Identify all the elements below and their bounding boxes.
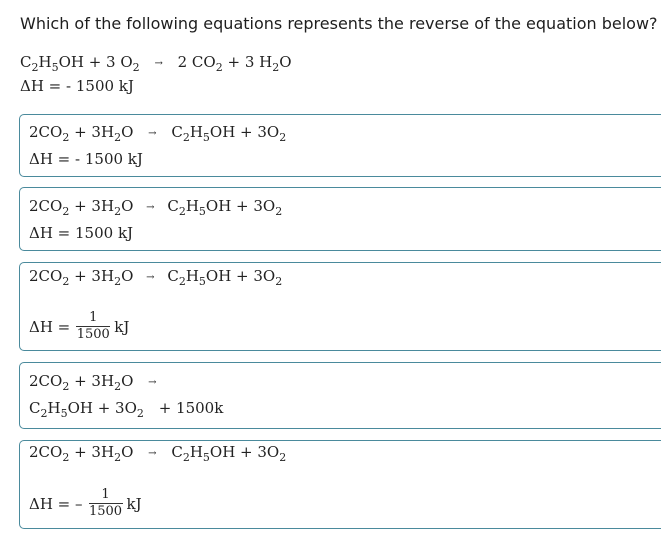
answer-option-c[interactable] xyxy=(19,262,661,351)
option-c-delta-h: ΔH = $\frac{1}{1500}$ kJ xyxy=(29,310,130,342)
arrow-icon: → xyxy=(154,58,163,69)
option-e-delta-h: ΔH = – $\frac{1}{1500}$ kJ xyxy=(29,487,142,519)
option-d-reactants: $2CO_2 + 3H_2O$ → xyxy=(29,372,157,393)
given-delta-h: ΔH = - 1500 kJ xyxy=(20,77,134,95)
arrow-icon: → xyxy=(146,272,155,283)
arrow-icon: → xyxy=(148,128,157,139)
arrow-icon: → xyxy=(146,202,155,213)
option-b-delta-h: ΔH = 1500 kJ xyxy=(29,224,134,242)
answer-option-e[interactable] xyxy=(19,440,661,529)
given-equation: $C_2H_5OH + 3$ $O_2 \to 2$ $CO_2 + 3$ $H_2O$ xyxy=(20,53,292,74)
option-a-equation: $2CO_2 + 3H_2O \to C_2H_5OH + 3O_2$ xyxy=(29,123,287,144)
option-b-equation: $2CO_2 + 3H_2O \to C_2H_5OH + 3O_2$ xyxy=(29,197,283,218)
option-c-equation: $2CO_2 + 3H_2O \to C_2H_5OH + 3O_2$ xyxy=(29,267,283,288)
question-text: Which of the following equations represents the reverse of the equation below? xyxy=(20,14,658,33)
option-a-delta-h: ΔH = - 1500 kJ xyxy=(29,150,143,168)
arrow-icon: → xyxy=(148,377,157,388)
answer-option-a[interactable] xyxy=(19,114,661,177)
fraction: $\frac{1}{1500}$ xyxy=(88,487,123,519)
answer-option-b[interactable] xyxy=(19,187,661,251)
arrow-icon: → xyxy=(148,448,157,459)
answer-option-d[interactable] xyxy=(19,362,661,429)
option-e-equation: $2CO_2 + 3H_2O \to C_2H_5OH + 3O_2$ xyxy=(29,443,287,464)
option-d-products: $C_2H_5OH + 3O_2 + 1500k$ xyxy=(29,399,224,420)
fraction: $\frac{1}{1500}$ xyxy=(76,310,110,342)
